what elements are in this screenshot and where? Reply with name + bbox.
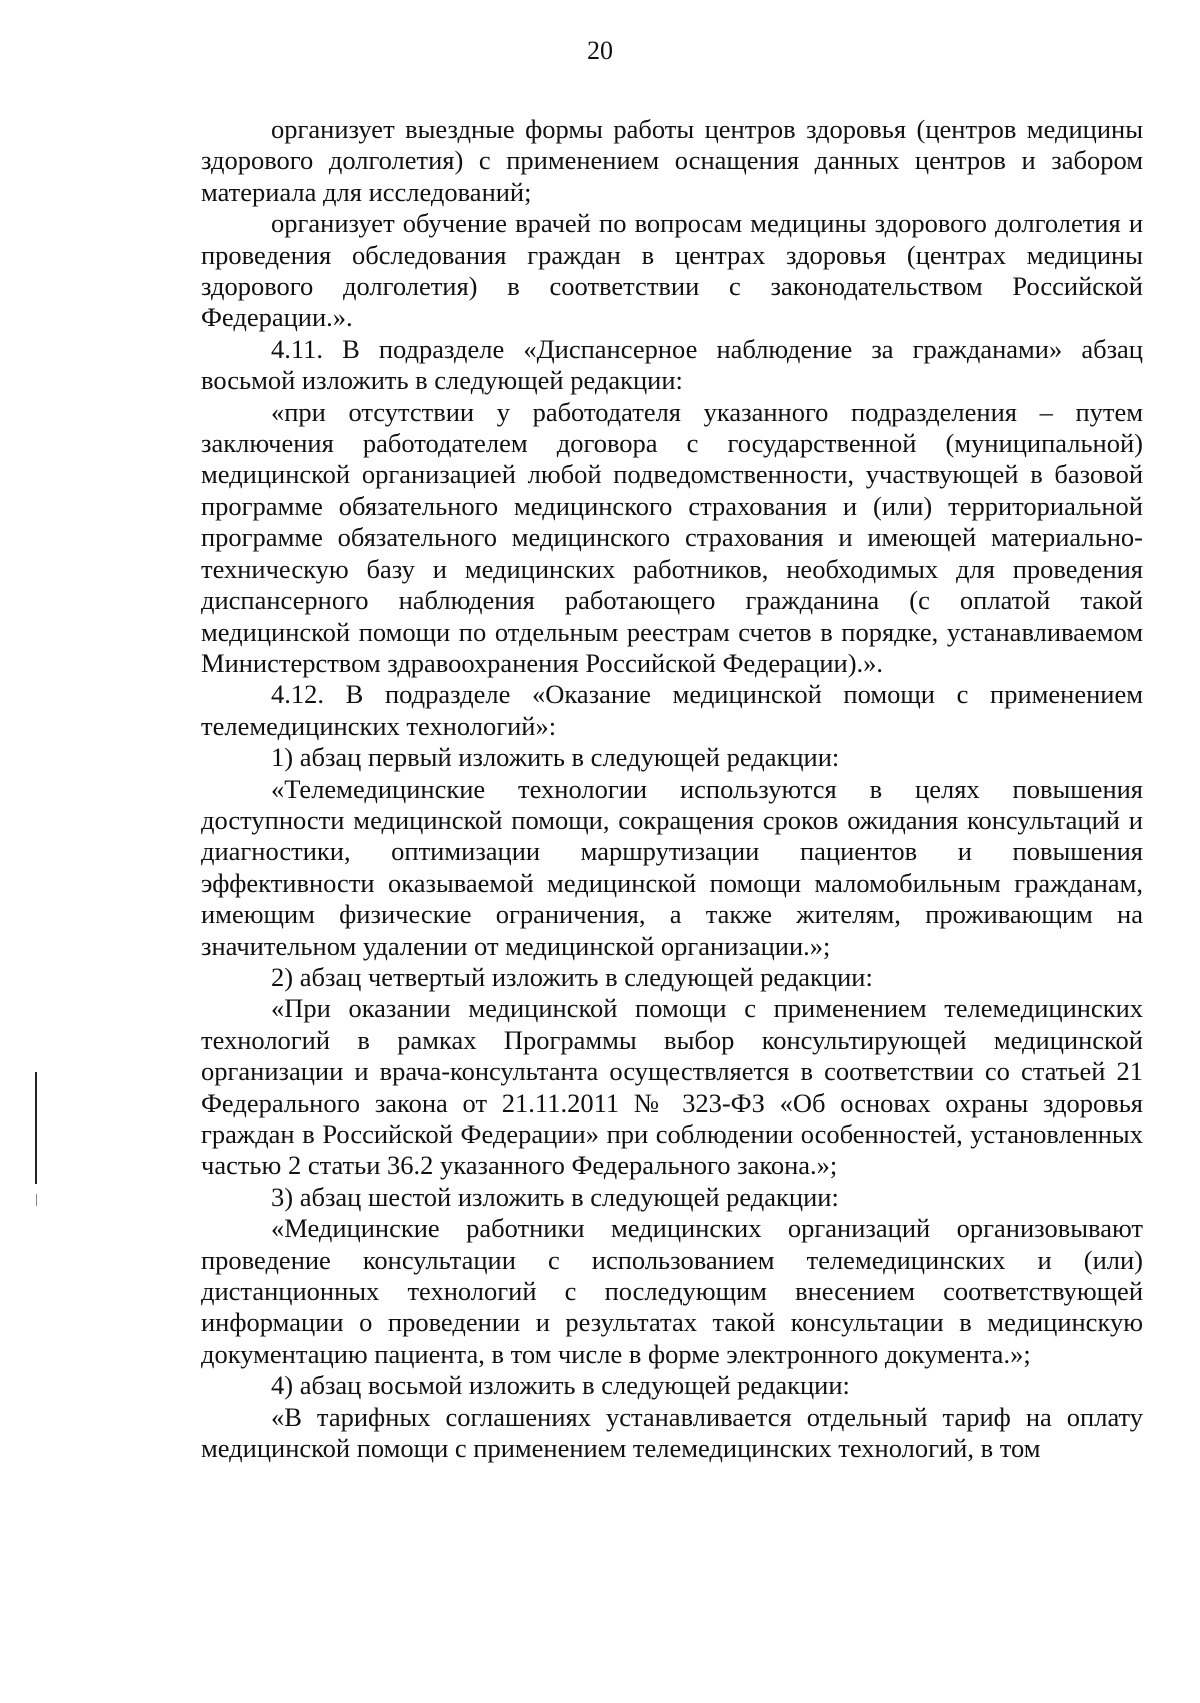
paragraph: 4.11. В подразделе «Диспансерное наблюдение за гражданами» абзац восьмой изложить в следующей редакции: [201, 333, 1143, 396]
paragraph: 2) абзац четвертый изложить в следующей редакции: [271, 961, 873, 992]
paragraph: организует выездные формы работы центров здоровья (центров медицины здорового долголетия) с применением оснащения данных центров и забором материала для исследований; [201, 114, 1143, 207]
paragraph: «При оказании медицинской помощи с применением телемедицинских технологий в рамках Программы выбор консультирующей медицинской организации и врача-консультанта осуществляется в соответствии со статьей 21 Федерального закона от 21.11.2011 № 323-ФЗ «Об основах охраны здоровья граждан в Российской Федерации» при соблюдении особенностей, установленных частью 2 статьи 36.2 указанного Федерального закона.»; [201, 993, 1143, 1181]
paragraph: 4.12. В подразделе «Оказание медицинской помощи с применением телемедицинских технологий»: [201, 679, 1143, 741]
margin-tick [36, 1194, 37, 1206]
paragraph: «В тарифных соглашениях устанавливается отдельный тариф на оплату медицинской помощи с применением телемедицинских технологий, в том [201, 1401, 1143, 1464]
paragraph: «Телемедицинские технологии используются в целях повышения доступности медицинской помощи, сокращения сроков ожидания консультаций и диагностики, оптимизации маршрутизации пациентов и повышения эффективности оказываемой медицинской помощи маломобильным гражданам, имеющим физические ограничения, а также жителям, проживающим на значительном удалении от медицинской организации.»; [201, 773, 1143, 961]
paragraph: организует обучение врачей по вопросам медицины здорового долголетия и проведения обследования граждан в центрах здоровья (центрах медицины здорового долголетия) в соответствии с законодательством Российской Федерации.». [201, 208, 1143, 333]
paragraph: 3) абзац шестой изложить в следующей редакции: [271, 1181, 839, 1212]
paragraph: 4) абзац восьмой изложить в следующей редакции: [271, 1370, 850, 1401]
page-number: 20 [587, 36, 613, 65]
paragraph: «Медицинские работники медицинских организаций организовывают проведение консультации с использованием телемедицинских и (или) дистанционных технологий с последующим внесением соответствующей информации о проведении и результатах такой консультации в медицинскую документацию пациента, в том числе в форме электронного документа.»; [201, 1213, 1143, 1369]
margin-line [35, 1072, 37, 1184]
paragraph: «при отсутствии у работодателя указанного подразделения – путем заключения работодателем договора с государственной (муниципальной) медицинской организацией любой подведомственности, участвующей в базовой программе обязательного медицинского страхования и (или) территориальной программе обязательного медицинского страхования и имеющей материально-техническую базу и медицинских работников, необходимых для проведения диспансерного наблюдения работающего гражданина (с оплатой такой медицинской помощи по отдельным реестрам счетов в порядке, устанавливаемом Министерством здравоохранения Российской Федерации).». [201, 396, 1143, 678]
document-body [201, 114, 1143, 1464]
paragraph: 1) абзац первый изложить в следующей редакции: [271, 742, 840, 773]
